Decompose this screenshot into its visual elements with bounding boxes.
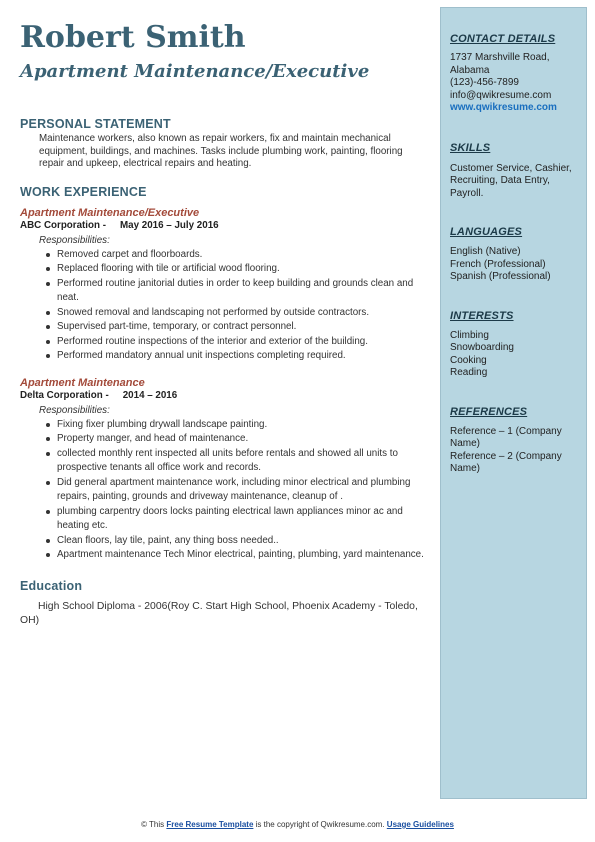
list-item: Reference – 2 (Company Name): [450, 450, 562, 474]
job-entry: [20, 377, 425, 563]
job-dates: 2014 – 2016: [122, 389, 178, 401]
job-company-line: [20, 220, 425, 232]
work-experience-heading: WORK EXPERIENCE: [20, 184, 147, 199]
job-company: ABC Corporation -: [20, 219, 106, 231]
email-address[interactable]: info@qwikresume.com: [450, 89, 552, 101]
website-link[interactable]: www.qwikresume.com: [450, 102, 557, 113]
job-title: Apartment Maintenance/Executive: [20, 206, 200, 219]
list-item: Cooking: [450, 354, 487, 366]
list-item: Reading: [450, 367, 488, 378]
job-company: Delta Corporation -: [20, 389, 109, 401]
list-item: Replaced flooring with tile or artificial wood flooring.: [57, 262, 425, 277]
footer: [0, 820, 595, 829]
list-item: Fixing fixer plumbing drywall landscape painting.: [57, 418, 425, 433]
list-item: Supervised part-time, temporary, or contract personnel.: [57, 320, 425, 335]
list-item: English (Native): [450, 246, 521, 257]
responsibilities-label: Responsibilities:: [39, 404, 110, 416]
list-item: Performed routine janitorial duties in order to keep building and grounds clean and neat.: [57, 277, 425, 306]
references-section: [450, 406, 586, 476]
interests-heading: INTERESTS: [450, 309, 514, 322]
address-line: Alabama: [450, 64, 490, 76]
list-item: French (Professional): [450, 258, 546, 270]
footer-prefix: © This: [141, 820, 165, 829]
list-item: Performed routine inspections of the interior and exterior of the building.: [57, 335, 425, 350]
list-item: Removed carpet and floorboards.: [57, 248, 425, 263]
list-item: Did general apartment maintenance work, including minor electrical and plumbing repairs, painting, grounds and driveway maintenance, cleanup of .: [57, 476, 425, 505]
references-heading: REFERENCES: [450, 405, 528, 418]
responsibilities-label: Responsibilities:: [39, 234, 110, 246]
sidebar: [440, 7, 587, 799]
personal-statement-text: Maintenance workers, also known as repair workers, fix and maintain mechanical equipment, buildings, and machines. Tasks include plumbing work, painting, flooring repair and upkeep, electrical repairs and heating.: [39, 133, 403, 170]
list-item: Clean floors, lay tile, paint, any thing boss needed..: [57, 534, 425, 549]
languages-heading: LANGUAGES: [450, 226, 523, 238]
list-item: collected monthly rent inspected all units before rentals and showed all units to prospective tenants all office work and records.: [57, 447, 425, 476]
education-heading: Education: [20, 578, 83, 593]
phone-number: (123)-456-7899: [450, 77, 519, 88]
job-entry: [20, 207, 425, 364]
usage-guidelines-link[interactable]: Usage Guidelines: [386, 820, 454, 829]
languages-section: [450, 226, 586, 284]
skills-heading: SKILLS: [450, 141, 491, 154]
education-text: High School Diploma - 2006(Roy C. Start High School, Phoenix Academy - Toledo, OH): [20, 600, 418, 626]
candidate-title: Apartment Maintenance/Executive: [20, 61, 370, 82]
responsibilities-list: [57, 418, 425, 563]
address-line: 1737 Marshville Road,: [450, 52, 550, 63]
list-item: Reference – 1 (Company Name): [450, 425, 562, 449]
interests-section: [450, 310, 586, 380]
contact-section: [450, 33, 586, 115]
list-item: Climbing: [450, 329, 489, 341]
list-item: Performed mandatory annual unit inspections completing required.: [57, 349, 425, 364]
responsibilities-list: [57, 248, 425, 364]
list-item: Snowed removal and landscaping not performed by outside contractors.: [57, 306, 425, 321]
list-item: Spanish (Professional): [450, 271, 551, 282]
list-item: Property manger, and head of maintenance.: [57, 432, 425, 447]
list-item: plumbing carpentry doors locks painting electrical lawn appliances minor ac and heating etc.: [57, 505, 425, 534]
footer-copyright: is the copyright of Qwikresume.com.: [255, 820, 385, 829]
job-dates: May 2016 – July 2016: [120, 219, 219, 231]
main-column: [20, 20, 425, 628]
skills-section: [450, 142, 586, 201]
contact-heading: CONTACT DETAILS: [450, 33, 556, 45]
personal-statement-heading: PERSONAL STATEMENT: [20, 117, 171, 131]
free-resume-template-link[interactable]: Free Resume Template: [166, 820, 254, 829]
list-item: Snowboarding: [450, 342, 514, 353]
skills-text: Customer Service, Cashier, Recruiting, Data Entry, Payroll.: [450, 162, 572, 199]
list-item: Apartment maintenance Tech Minor electrical, painting, plumbing, yard maintenance.: [57, 548, 425, 563]
job-company-line: [20, 390, 425, 402]
job-title: Apartment Maintenance: [20, 376, 145, 389]
candidate-name: Robert Smith: [20, 20, 246, 55]
